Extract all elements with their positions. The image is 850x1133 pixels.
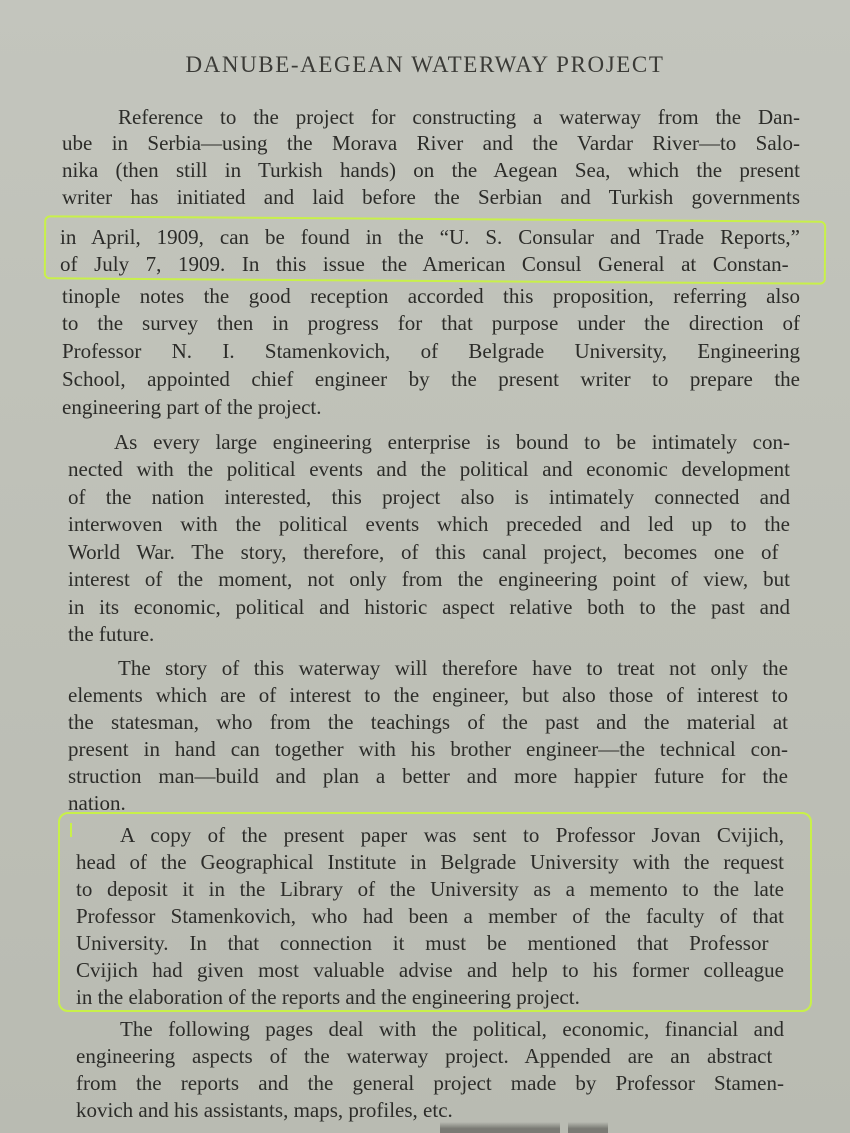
highlight-box — [44, 215, 826, 284]
text-line: engineering aspects of the waterway project. Appended are an abstract — [76, 1044, 773, 1068]
text-line: from the reports and the general project made by Professor Stamen- — [76, 1071, 784, 1095]
text-line: head of the Geographical Institute in Belgrade University with the request — [76, 850, 784, 874]
text-line: As every large engineering enterprise is bound to be intimately con- — [114, 430, 790, 454]
text-line: nika (then still in Turkish hands) on the Aegean Sea, which the present — [62, 158, 800, 182]
text-line: elements which are of interest to the engineer, but also those of interest to — [68, 683, 788, 707]
text-line: nected with the political events and the political and economic development — [68, 457, 790, 481]
text-line: Professor N. I. Stamenkovich, of Belgrade University, Engineering — [62, 339, 800, 363]
text-line: to deposit it in the Library of the University as a memento to the late — [76, 877, 784, 901]
text-line: The following pages deal with the political, economic, financial and — [120, 1017, 784, 1041]
text-line: of the nation interested, this project also is intimately connected and — [68, 485, 790, 509]
text-line: interest of the moment, not only from the engineering point of view, but — [68, 567, 790, 591]
text-line: tinople notes the good reception accorded this proposition, referring also — [62, 284, 800, 308]
text-line: World War. The story, therefore, of this canal project, becomes one of — [68, 540, 779, 564]
text-line: in April, 1909, can be found in the “U. S. Consular and Trade Reports,” — [60, 225, 800, 249]
text-line: the statesman, who from the teachings of the past and the material at — [68, 710, 788, 734]
text-line: struction man—build and plan a better and more happier future for the — [68, 764, 788, 788]
text-line: ube in Serbia—using the Morava River and the Vardar River—to Salo- — [62, 131, 800, 155]
text-line: engineering part of the project. — [62, 395, 322, 419]
text-line: kovich and his assistants, maps, profiles, etc. — [76, 1098, 453, 1122]
cut-off-text — [568, 1122, 608, 1133]
text-line: Reference to the project for constructing a waterway from the Dan- — [118, 105, 800, 129]
highlight-mark — [70, 823, 72, 837]
text-line: A copy of the present paper was sent to Professor Jovan Cvijich, — [120, 823, 784, 847]
text-line: University. In that connection it must be mentioned that Professor — [76, 931, 769, 955]
page-title: DANUBE-AEGEAN WATERWAY PROJECT — [185, 52, 665, 77]
text-line: School, appointed chief engineer by the present writer to prepare the — [62, 367, 800, 391]
text-line: to the survey then in progress for that purpose under the direction of — [62, 311, 800, 335]
text-line: interwoven with the political events which preceded and led up to the — [68, 512, 790, 536]
text-line: present in hand can together with his brother engineer—the technical con- — [68, 737, 788, 761]
text-line: in its economic, political and historic aspect relative both to the past and — [68, 595, 790, 619]
text-line: of July 7, 1909. In this issue the American Consul General at Constan- — [60, 252, 789, 276]
text-line: Cvijich had given most valuable advise and help to his former colleague — [76, 958, 784, 982]
text-line: writer has initiated and laid before the Serbian and Turkish governments — [62, 185, 800, 209]
text-line: The story of this waterway will therefore have to treat not only the — [118, 656, 788, 680]
text-line: the future. — [68, 622, 155, 646]
text-line: nation. — [68, 791, 126, 815]
highlight-box — [58, 812, 812, 1012]
cut-off-text — [440, 1122, 560, 1133]
text-line: in the elaboration of the reports and the engineering project. — [76, 985, 580, 1009]
text-line: Professor Stamenkovich, who had been a member of the faculty of that — [76, 904, 784, 928]
